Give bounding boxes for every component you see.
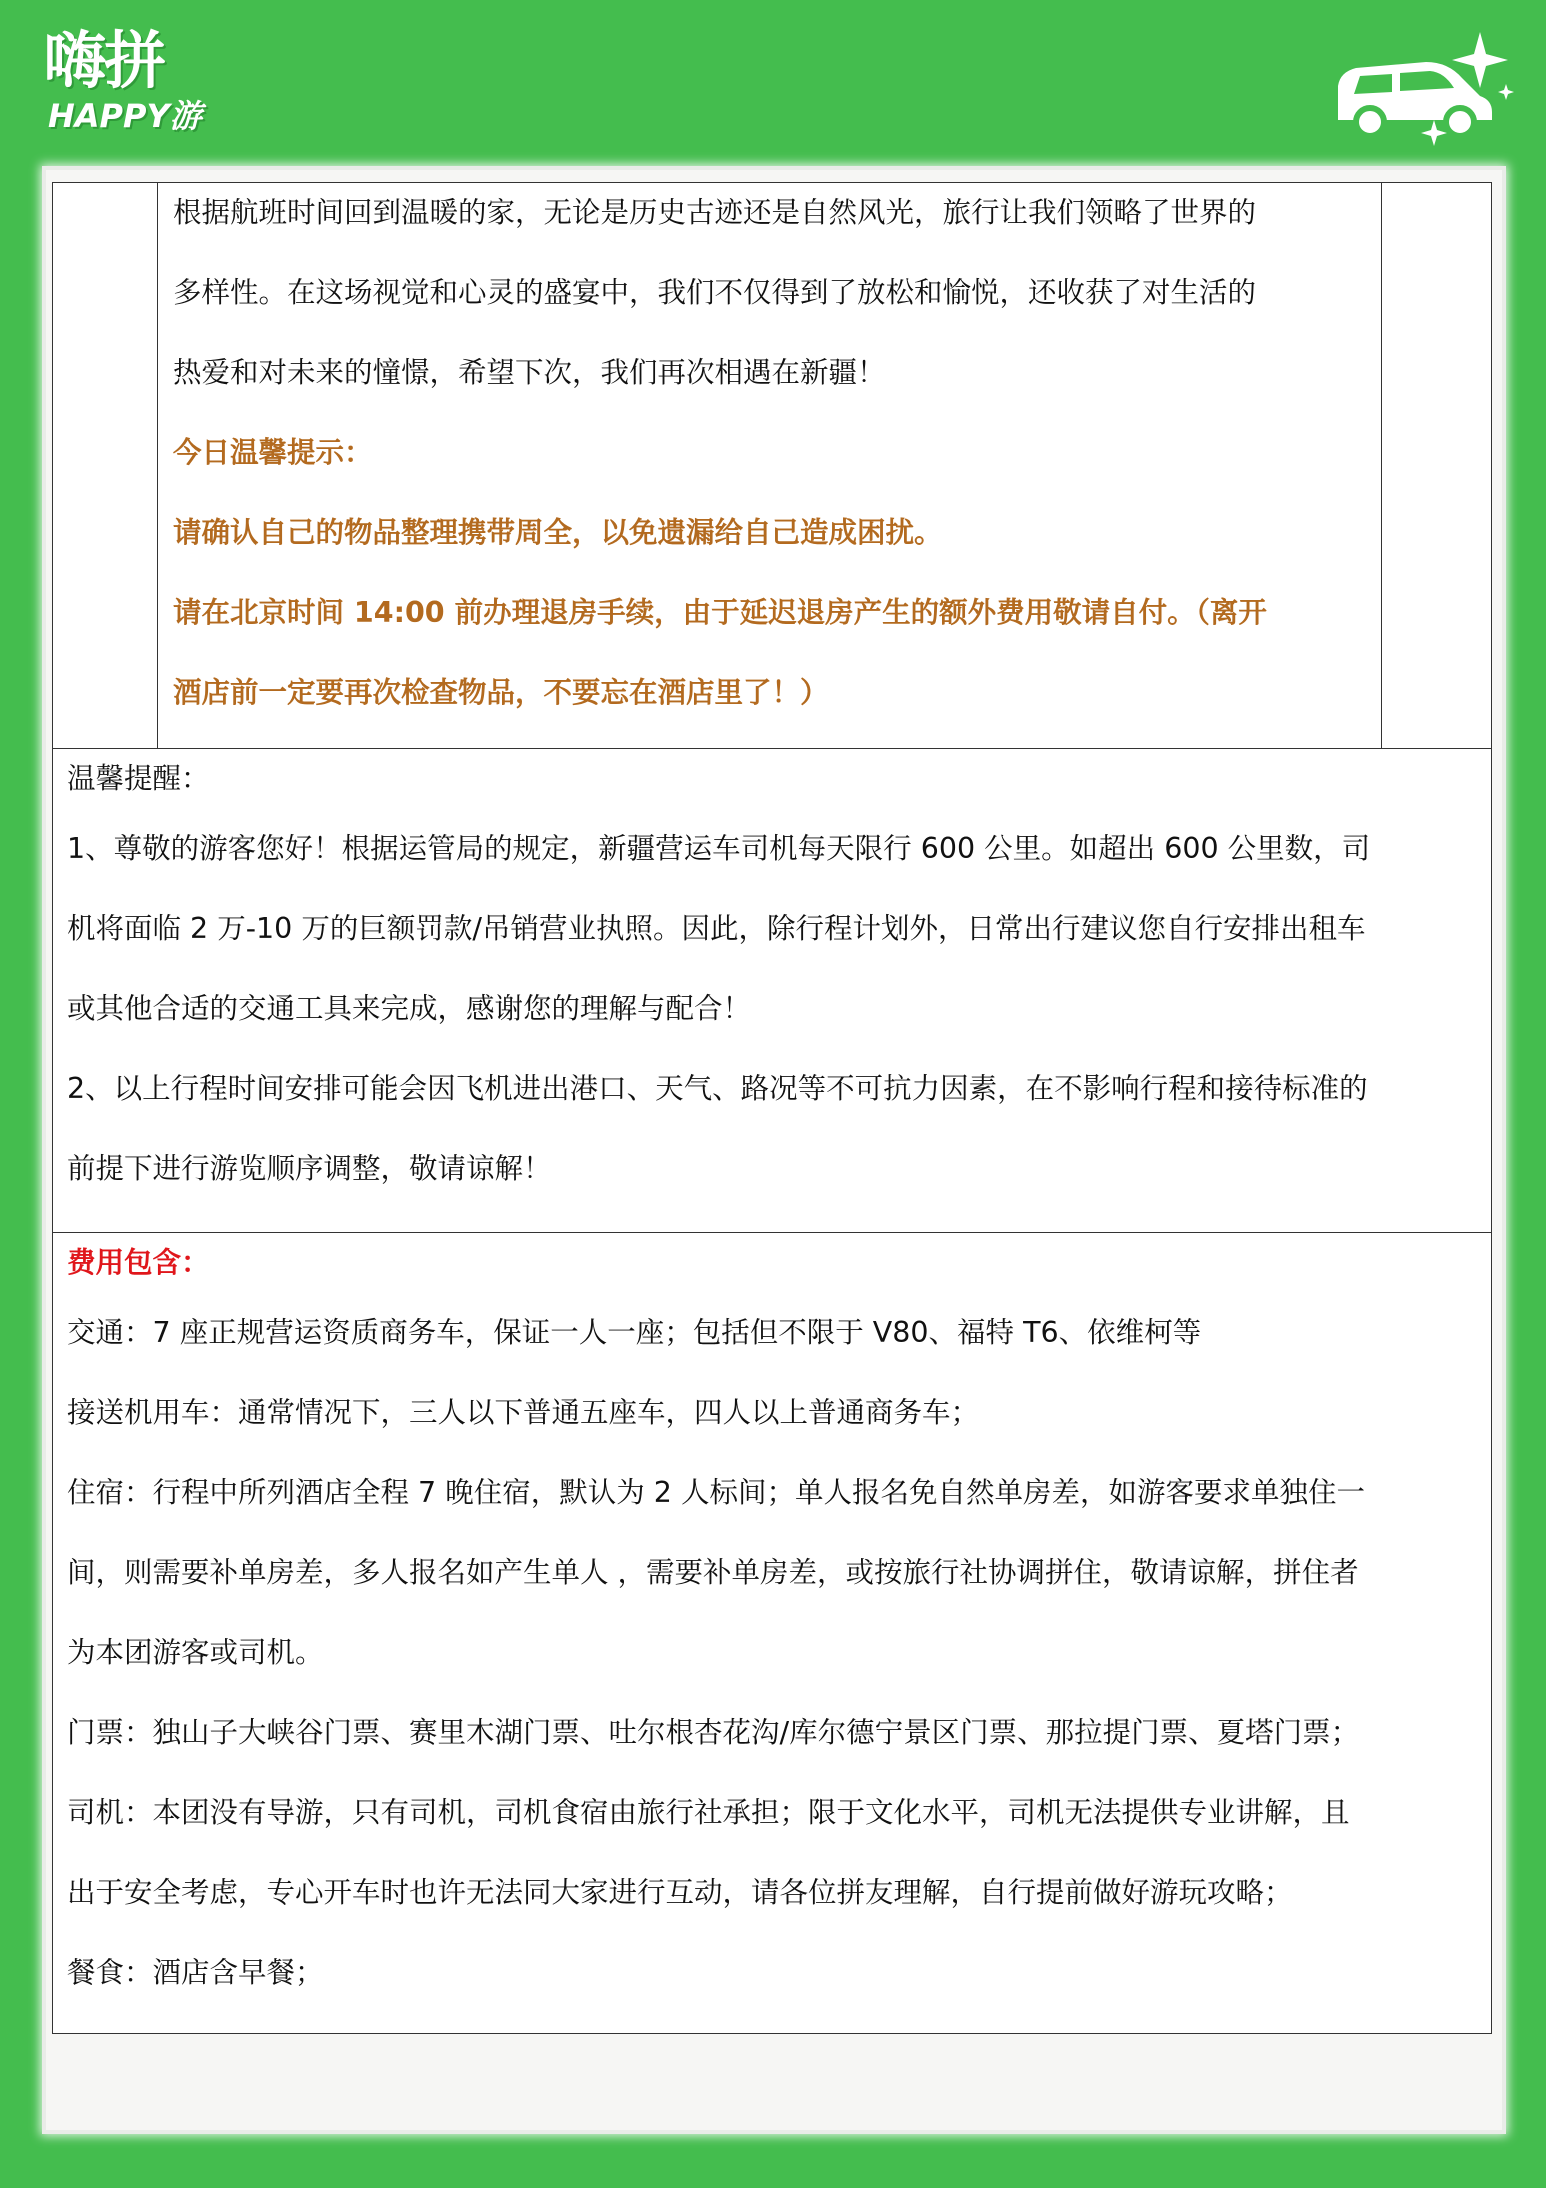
- itinerary-table: [52, 182, 1492, 2034]
- notice-line: 前提下进行游览顺序调整，敬请谅解！: [67, 1152, 552, 1185]
- day-text-line: 多样性。在这场视觉和心灵的盛宴中，我们不仅得到了放松和愉悦，还收获了对生活的: [173, 276, 1257, 309]
- logo-chinese: 嗨拼: [44, 24, 165, 97]
- day-section: [53, 183, 1491, 749]
- fees-line: 间，则需要补单房差，多人报名如产生单人 ，需要补单房差，或按旅行社协调拼住，敬请谅解，拼住者: [67, 1556, 1359, 1589]
- day-label-column: [53, 183, 158, 748]
- notice-line: 2、以上行程时间安排可能会因飞机进出港口、天气、路况等不可抗力因素，在不影响行程和接待标准的: [67, 1072, 1368, 1105]
- fees-line: 门票：独山子大峡谷门票、赛里木湖门票、吐尔根杏花沟/库尔德宁景区门票、那拉提门票、夏塔门票；: [67, 1716, 1360, 1749]
- van-icon: [1330, 24, 1520, 154]
- fees-line: 接送机用车：通常情况下，三人以下普通五座车，四人以上普通商务车；: [67, 1396, 980, 1429]
- today-tip-line: 请在北京时间 14:00 前办理退房手续，由于延迟退房产生的额外费用敬请自付。（离开: [173, 596, 1267, 629]
- day-text-line: 热爱和对未来的憧憬，希望下次，我们再次相遇在新疆！: [173, 356, 886, 389]
- day-text-line: 根据航班时间回到温暖的家，无论是历史古迹还是自然风光，旅行让我们领略了世界的: [173, 196, 1257, 229]
- day-description: [173, 183, 1373, 733]
- fees-line: 司机：本团没有导游，只有司机，司机食宿由旅行社承担；限于文化水平，司机无法提供专业讲解，且: [67, 1796, 1350, 1829]
- today-tip-line: 酒店前一定要再次检查物品，不要忘在酒店里了！）: [173, 676, 829, 709]
- fees-line: 为本团游客或司机。: [67, 1636, 324, 1669]
- fees-line: 餐食：酒店含早餐；: [67, 1956, 324, 1989]
- logo-english: HAPPY游: [48, 97, 202, 135]
- fees-line: 出于安全考虑，专心开车时也许无法同大家进行互动，请各位拼友理解，自行提前做好游玩攻略；: [67, 1876, 1293, 1909]
- day-extra-column: [1381, 183, 1491, 748]
- today-tip-line: 请确认自己的物品整理携带周全，以免遗漏给自己造成困扰。: [173, 516, 943, 549]
- today-tip-title: 今日温馨提示：: [173, 436, 373, 469]
- notice-section: [53, 749, 1491, 1233]
- notice-line: 机将面临 2 万-10 万的巨额罚款/吊销营业执照。因此，除行程计划外，日常出行建议您自行安排出租车: [67, 912, 1366, 945]
- fees-line: 住宿：行程中所列酒店全程 7 晚住宿，默认为 2 人标间；单人报名免自然单房差，如游客要求单独住一: [67, 1476, 1366, 1509]
- notice-line: 或其他合适的交通工具来完成，感谢您的理解与配合！: [67, 992, 752, 1025]
- fees-title: 费用包含：: [67, 1246, 210, 1279]
- notice-title: 温馨提醒：: [67, 762, 210, 795]
- fees-section: [53, 1233, 1491, 2033]
- brand-logo: [44, 26, 244, 146]
- notice-line: 1、尊敬的游客您好！根据运管局的规定，新疆营运车司机每天限行 600 公里。如超出 600 公里数，司: [67, 832, 1371, 865]
- fees-line: 交通：7 座正规营运资质商务车，保证一人一座；包括但不限于 V80、福特 T6、依维柯等: [67, 1316, 1202, 1349]
